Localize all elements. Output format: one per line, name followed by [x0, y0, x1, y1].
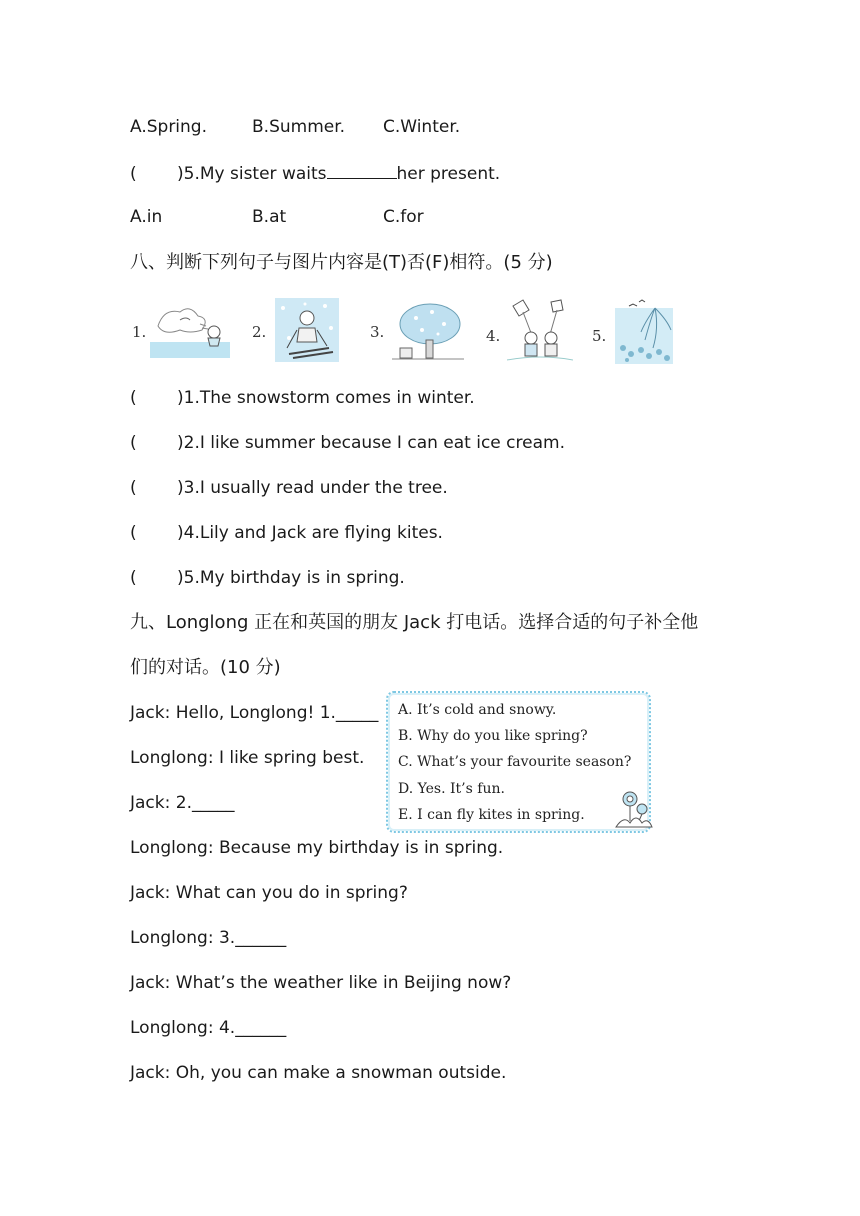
item-text: )2.I like summer because I can eat ice cream.	[177, 433, 565, 453]
picture-number-1: 1.	[132, 323, 147, 341]
dialogue-text: Jack: What can you do in spring?	[130, 883, 408, 903]
q4-option-a: A.Spring.	[130, 117, 207, 137]
q5-option-a: A.in	[130, 207, 163, 227]
option-d: D. Yes. It’s fun.	[398, 781, 505, 797]
picture-number-3: 3.	[370, 323, 385, 341]
section-9-heading-line-2: 们的对话。(10 分)	[130, 657, 281, 678]
dialogue-text: Longlong: Because my birthday is in spring.	[130, 838, 504, 858]
answer-bracket: (	[130, 388, 137, 408]
item-text: )5.My birthday is in spring.	[177, 568, 405, 588]
picture-strip	[130, 298, 675, 366]
item-text: )1.The snowstorm comes in winter.	[177, 388, 475, 408]
dialogue-text: Longlong: I like spring best.	[130, 748, 365, 768]
options-box	[386, 691, 651, 833]
dialogue-line-5	[130, 881, 408, 905]
q5-blank	[327, 160, 397, 179]
dialogue-line-4	[130, 836, 503, 860]
option-c: C. What’s your favourite season?	[398, 754, 632, 770]
section-9-heading-line-1: 九、Longlong 正在和英国的朋友 Jack 打电话。选择合适的句子补全他	[130, 612, 699, 633]
picture-number-2: 2.	[252, 323, 267, 341]
q5-option-c: C.for	[383, 207, 424, 227]
flower-icon	[612, 791, 654, 831]
answer-bracket: (	[130, 478, 137, 498]
question-5	[130, 160, 500, 186]
answer-bracket: (	[130, 164, 137, 184]
dialogue-line-1	[130, 701, 378, 725]
dialogue-text: Longlong: 3.	[130, 928, 236, 948]
section-8-item-1	[130, 386, 475, 410]
section-8-heading: 八、判断下列句子与图片内容是(T)否(F)相符。(5 分)	[130, 252, 553, 273]
answer-bracket: (	[130, 568, 137, 588]
q5-text-after: her present.	[396, 164, 501, 184]
item-text: )4.Lily and Jack are flying kites.	[177, 523, 443, 543]
dialogue-line-8	[130, 1016, 286, 1040]
dialogue-text: Jack: 2.	[130, 793, 192, 813]
dialogue-text: Longlong: 4.	[130, 1018, 236, 1038]
section-8-item-5	[130, 566, 405, 590]
dialogue-blank: _____	[191, 793, 235, 813]
tree-picture	[392, 298, 464, 362]
option-b: B. Why do you like spring?	[398, 728, 588, 744]
section-8-item-3	[130, 476, 448, 500]
skiing-picture	[275, 298, 339, 362]
snowstorm-picture	[150, 298, 230, 362]
dialogue-line-2	[130, 746, 364, 770]
spring-scene-picture	[615, 298, 673, 364]
dialogue-blank: ______	[235, 1018, 287, 1038]
option-e: E. I can fly kites in spring.	[398, 807, 585, 823]
answer-bracket: (	[130, 433, 137, 453]
dialogue-text: Jack: Oh, you can make a snowman outside.	[130, 1063, 507, 1083]
q4-option-c: C.Winter.	[383, 117, 461, 137]
picture-number-5: 5.	[592, 327, 607, 345]
dialogue-line-7	[130, 971, 511, 995]
q5-option-b: B.at	[252, 207, 287, 227]
option-a: A. It’s cold and snowy.	[398, 702, 557, 718]
dialogue-line-9	[130, 1061, 506, 1085]
q5-text-before: )5.My sister waits	[177, 164, 327, 184]
dialogue-blank: _____	[335, 703, 379, 723]
dialogue-line-6	[130, 926, 286, 950]
kite-flying-picture	[507, 298, 573, 364]
section-8-item-4	[130, 521, 443, 545]
item-text: )3.I usually read under the tree.	[177, 478, 448, 498]
q4-option-b: B.Summer.	[252, 117, 346, 137]
picture-number-4: 4.	[486, 327, 501, 345]
dialogue-text: Jack: What’s the weather like in Beijing now?	[130, 973, 512, 993]
dialogue-line-3	[130, 791, 234, 815]
dialogue-text: Jack: Hello, Longlong! 1.	[130, 703, 336, 723]
answer-bracket: (	[130, 523, 137, 543]
dialogue-blank: ______	[235, 928, 287, 948]
section-8-item-2	[130, 431, 565, 455]
